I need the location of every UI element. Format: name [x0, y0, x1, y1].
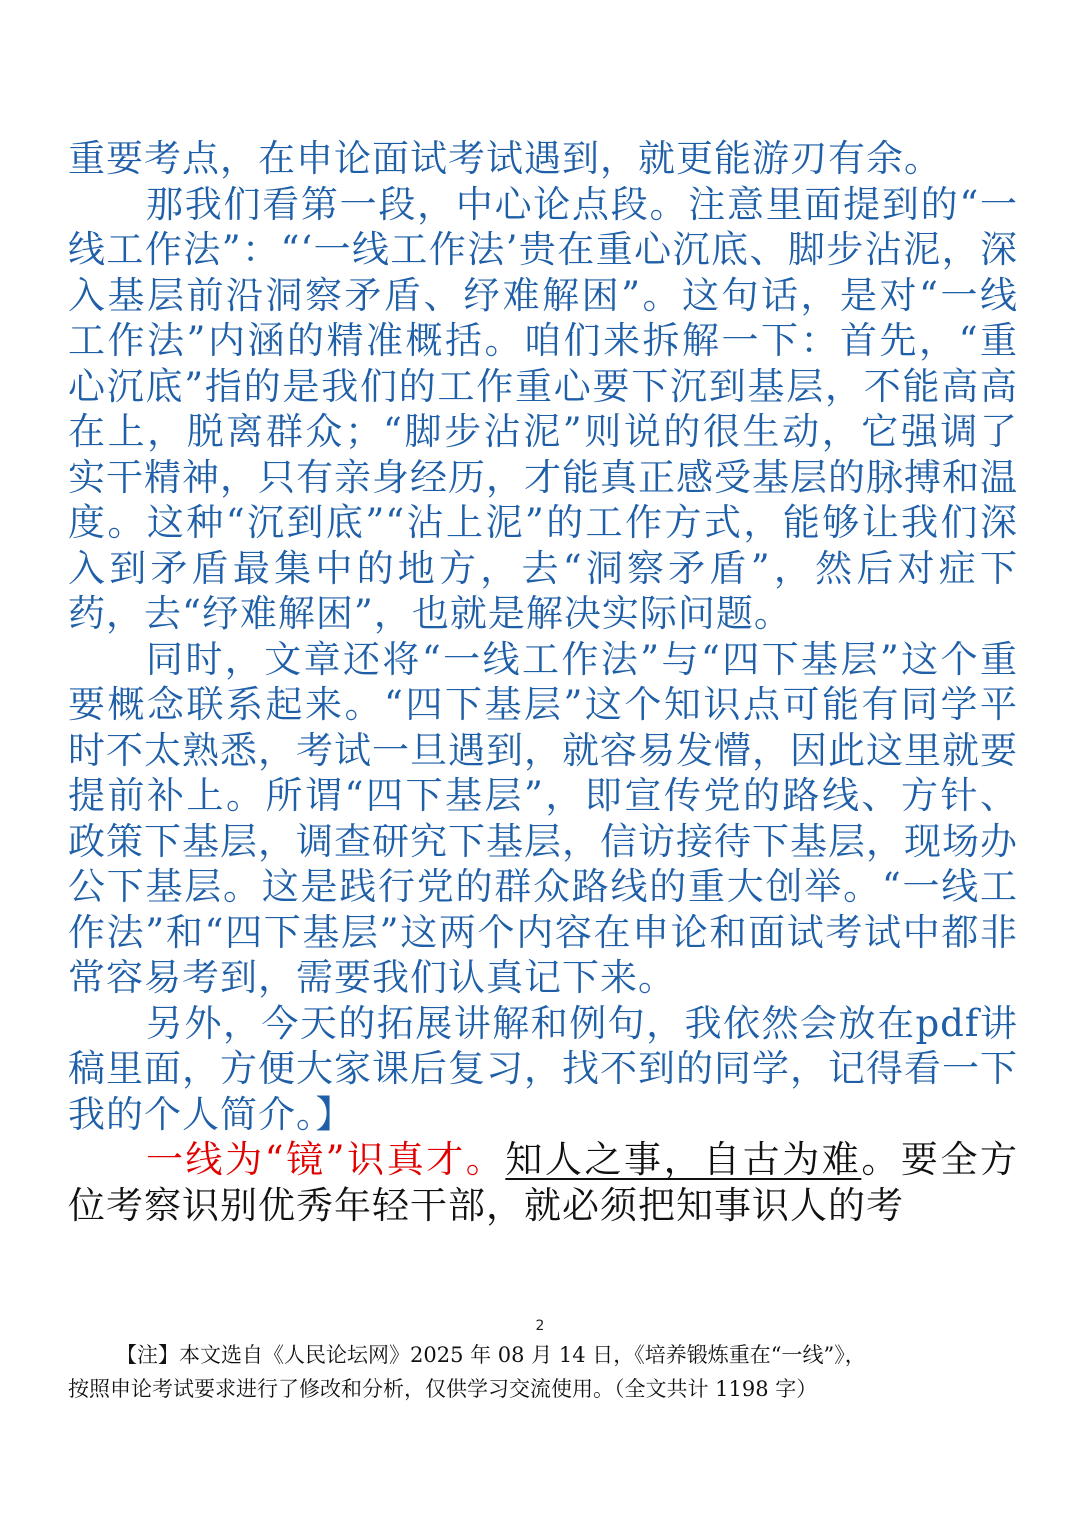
footnote [68, 1338, 1028, 1406]
page-number: 2 [535, 1318, 545, 1334]
section-heading: 一线为“镜”识真才。 [146, 1138, 506, 1181]
paragraph-2: 那我们看第一段，中心论点段。注意里面提到的“一线工作法”：“‘一线工作法’贵在重心沉底、脚步沾泥，深入基层前沿洞察矛盾、纾难解困”。这句话，是对“一线工作法”内涵的精准概括。咱们来拆解一下：首先，“重心沉底”指的是我们的工作重心要下沉到基层，不能高高在上，脱离群众；“脚步沾泥”则说的很生动，它强调了实干精神，只有亲身经历，才能真正感受基层的脉搏和温度。这种“沉到底”“沾上泥”的工作方式，能够让我们深入到矛盾最集中的地方，去“洞察矛盾”，然后对症下药，去“纾难解困”，也就是解决实际问题。 [68, 182, 1018, 635]
footnote-line-1: 【注】本文选自《人民论坛网》2025 年 08 月 14 日，《培养锻炼重在“一线”》， [116, 1343, 866, 1367]
paragraph-4: 另外，今天的拓展讲解和例句，我依然会放在pdf讲稿里面，方便大家课后复习，找不到的同学，记得看一下我的个人简介。】 [68, 1001, 1018, 1136]
footnote-line-2: 按照申论考试要求进行了修改和分析，仅供学习交流使用。（全文共计 1198 字） [68, 1377, 818, 1401]
underlined-phrase: 知人之事，自古为难 [505, 1138, 862, 1181]
paragraph-3: 同时，文章还将“一线工作法”与“四下基层”这个重要概念联系起来。“四下基层”这个知识点可能有同学平时不太熟悉，考试一旦遇到，就容易发懵，因此这里就要提前补上。所谓“四下基层”，即宣传党的路线、方针、政策下基层，调查研究下基层，信访接待下基层，现场办公下基层。这是践行党的群众路线的重大创举。“一线工作法”和“四下基层”这两个内容在申论和面试考试中都非常容易考到，需要我们认真记下来。 [68, 637, 1018, 999]
paragraph-1: 重要考点，在申论面试考试遇到，就更能游刃有余。 [68, 137, 942, 180]
paragraph-5 [68, 1137, 1018, 1228]
article-body [68, 136, 1018, 1228]
paragraph-5-rest: 。要全方位考察识别优秀年轻干部，就必须把知事识人的考 [68, 1138, 1019, 1227]
